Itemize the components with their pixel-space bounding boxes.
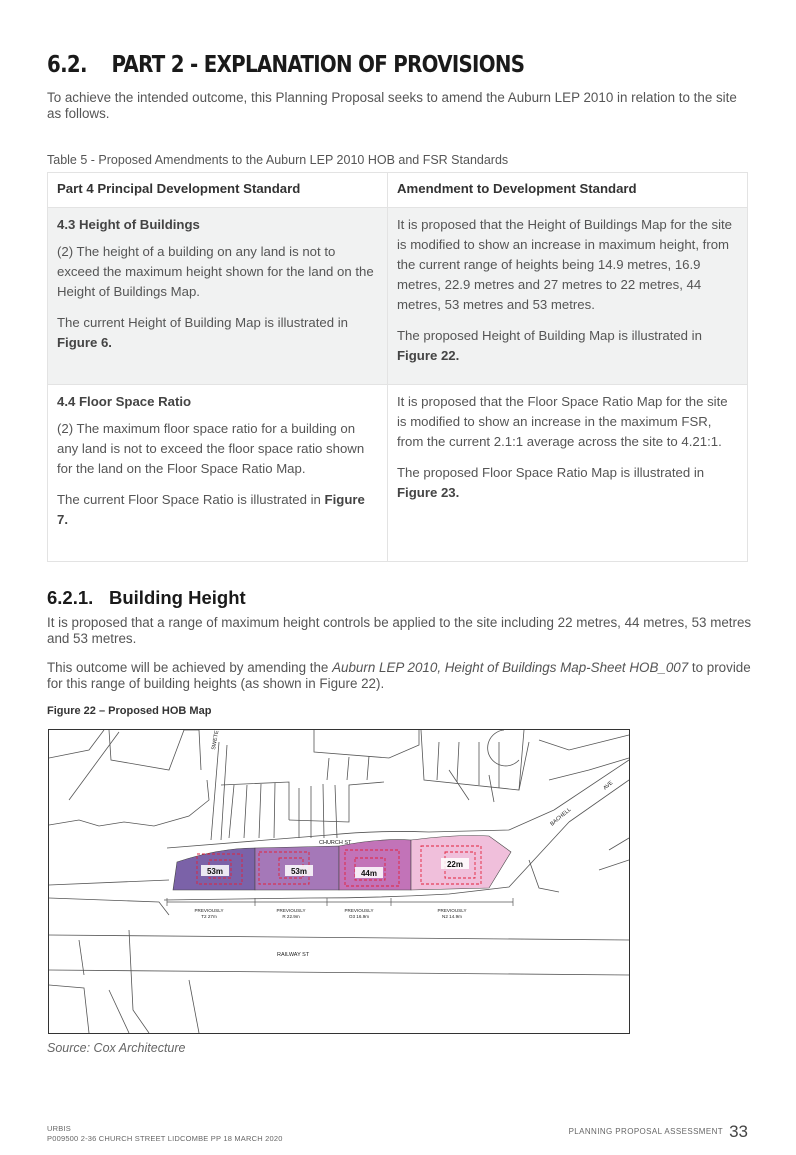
subsection-heading [47, 587, 246, 609]
figure-reference: Figure 22. [397, 348, 460, 363]
building-height-paragraph: It is proposed that a range of maximum height controls be applied to the site including 22 metres, 44 metres, 53 metres and 53 metres. [47, 615, 752, 646]
amendment-text: It is proposed that the Height of Buildings Map for the site is modified to show an increase in maximum height, from the current range of heights being 14.9 metres, 16.9 metres, 22.9 metres and 27 metres to 22 metres, 44 metres, 53 metres and 53 metres. [397, 217, 733, 312]
footer-right [569, 1122, 748, 1142]
figure-reference: Figure 6. [57, 335, 112, 350]
intro-paragraph: To achieve the intended outcome, this Planning Proposal seeks to amend the Auburn LEP 2010 in relation to the site as follows. [47, 90, 737, 121]
street-label-railway: RAILWAY ST [277, 952, 310, 958]
figure-reference: Figure 7. [57, 492, 365, 527]
previous-value: N2 14.9m [442, 914, 462, 919]
footer-document-title: PLANNING PROPOSAL ASSESSMENT [568, 1127, 724, 1136]
standard-reference [57, 490, 378, 530]
table-cell-amendment [388, 208, 748, 385]
amendments-table [47, 172, 748, 562]
previous-label: PREVIOUSLY [344, 908, 374, 913]
zone-label: 22m [446, 860, 464, 869]
amendment-reference [397, 326, 738, 366]
table-header-standard: Part 4 Principal Development Standard [48, 173, 388, 208]
table-cell-standard [48, 385, 388, 562]
subsection-title: Building Height [109, 587, 246, 608]
page-number: 33 [729, 1122, 748, 1141]
reference-text: The proposed Floor Space Ratio Map is illustrated in [397, 465, 705, 480]
standard-text: (2) The maximum floor space ratio for a building on any land is not to exceed the floor space ratio shown for the land on the Floor Space Ratio Map. [57, 421, 365, 476]
street-label-bachell: BACHELL [549, 806, 573, 828]
table-header-row [48, 173, 748, 208]
previous-label: PREVIOUSLY [276, 908, 306, 913]
section-number: 6.2. [47, 52, 87, 78]
reference-text: The current Floor Space Ratio is illustrated in [57, 492, 321, 507]
previous-value: R 22.9m [282, 914, 300, 919]
figure-source: Source: Cox Architecture [47, 1041, 186, 1055]
map-sheet-title: Auburn LEP 2010, Height of Buildings Map-Sheet HOB_007 [332, 660, 689, 675]
previous-label: PREVIOUSLY [194, 908, 224, 913]
amendment-reference [397, 463, 738, 503]
reference-text: The proposed Height of Building Map is illustrated in [397, 328, 702, 343]
hob-map-drawing [49, 730, 629, 1033]
table-row [48, 208, 748, 385]
footer-reference: P009500 2-36 CHURCH STREET LIDCOMBE PP 18 MARCH 2020 [47, 1134, 283, 1143]
street-label-ave: AVE [602, 780, 615, 792]
zone-44m [339, 840, 411, 890]
zone-label: 53m [206, 867, 224, 876]
subsection-number: 6.2.1. [47, 587, 94, 608]
previous-value: O3 16.9m [348, 914, 370, 919]
amendment-text: It is proposed that the Floor Space Ratio Map for the site is modified to show an increase in the maximum FSR, from the current 2.1:1 average across the site to 4.21:1. [397, 394, 728, 449]
footer-left [47, 1124, 283, 1144]
street-label-church: CHURCH ST [319, 840, 352, 846]
table-caption: Table 5 - Proposed Amendments to the Auburn LEP 2010 HOB and FSR Standards [47, 153, 509, 167]
standard-heading: 4.4 Floor Space Ratio [57, 394, 192, 409]
zone-label: 44m [360, 869, 378, 878]
table-header-amendment: Amendment to Development Standard [388, 173, 748, 208]
paragraph-text: to provide for this range of building heights (as shown in Figure 22). [47, 660, 751, 691]
hob-map-paragraph [47, 660, 752, 692]
standard-heading: 4.3 Height of Buildings [57, 217, 200, 232]
reference-text: The current Height of Building Map is illustrated in [57, 315, 349, 330]
hob-map-figure [48, 729, 630, 1034]
figure-reference: Figure 23. [397, 485, 460, 500]
street-label-swete: SWETE [211, 730, 221, 751]
table-cell-standard [48, 208, 388, 385]
previous-label: PREVIOUSLY [437, 908, 467, 913]
section-heading [47, 52, 524, 78]
footer-company: URBIS [47, 1124, 71, 1133]
paragraph-text: This outcome will be achieved by amending the [47, 660, 333, 675]
table-cell-amendment [388, 385, 748, 562]
standard-reference [57, 313, 378, 353]
zone-label: 53m [290, 867, 308, 876]
section-title: PART 2 - EXPLANATION OF PROVISIONS [111, 52, 525, 78]
previous-value: T2 27m [201, 914, 217, 919]
table-row [48, 385, 748, 562]
standard-text: (2) The height of a building on any land is not to exceed the maximum height shown for the land on the Height of Buildings Map. [57, 244, 374, 299]
figure-caption: Figure 22 – Proposed HOB Map [47, 705, 212, 717]
